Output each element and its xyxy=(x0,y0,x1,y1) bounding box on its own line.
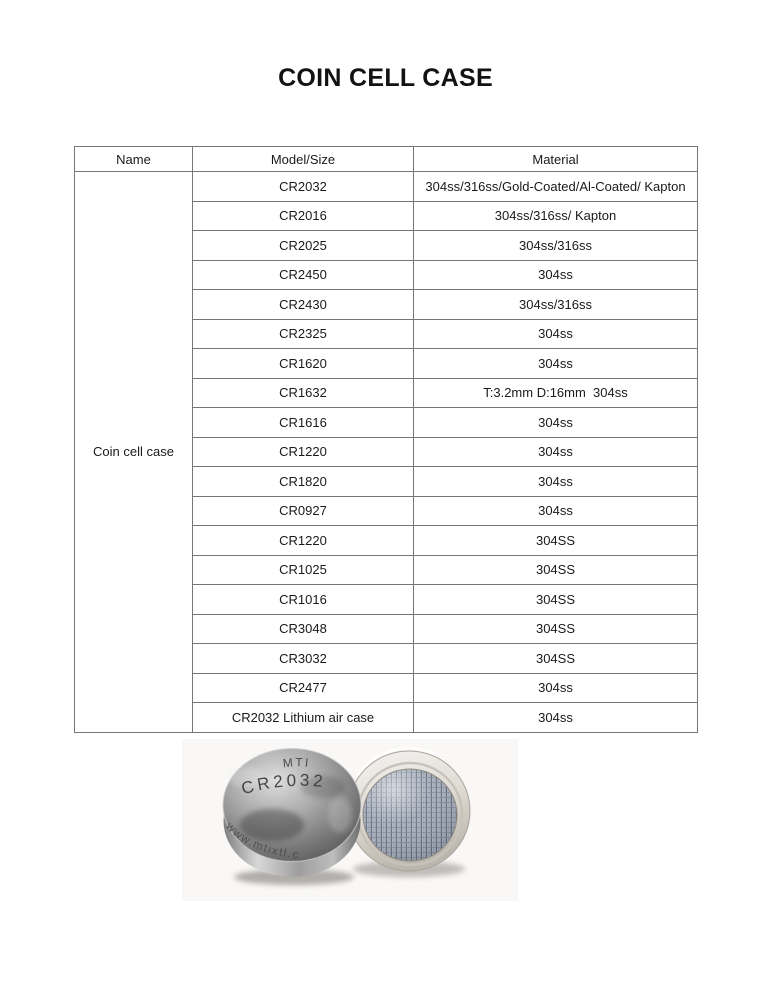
model-cell: CR2016 xyxy=(193,201,414,231)
table-body xyxy=(75,172,698,733)
engraving-url: www.mtixtl.c xyxy=(223,820,301,862)
header-model-size: Model/Size xyxy=(193,147,414,172)
material-cell: 304ss/316ss xyxy=(414,231,698,261)
material-cell: 304ss xyxy=(414,496,698,526)
model-cell: CR1220 xyxy=(193,526,414,556)
table-row xyxy=(75,172,698,202)
model-cell: CR2430 xyxy=(193,290,414,320)
page-title: COIN CELL CASE xyxy=(278,64,493,92)
coin-cell-case-table xyxy=(74,146,698,733)
material-cell: 304ss xyxy=(414,349,698,379)
material-cell: 304ss xyxy=(414,467,698,497)
material-cell: T:3.2mm D:16mm 304ss xyxy=(414,378,698,408)
material-cell: 304ss/316ss xyxy=(414,290,698,320)
material-cell: 304ss/316ss/Gold-Coated/Al-Coated/ Kapton xyxy=(414,172,698,202)
model-cell: CR1820 xyxy=(193,467,414,497)
coin-cell-photo xyxy=(180,735,520,905)
material-cell: 304SS xyxy=(414,585,698,615)
material-cell: 304SS xyxy=(414,644,698,674)
model-cell: CR1632 xyxy=(193,378,414,408)
table-header-row xyxy=(75,147,698,172)
model-cell: CR3048 xyxy=(193,614,414,644)
material-cell: 304ss xyxy=(414,673,698,703)
model-cell: CR2477 xyxy=(193,673,414,703)
material-cell: 304ss/316ss/ Kapton xyxy=(414,201,698,231)
model-cell: CR1016 xyxy=(193,585,414,615)
model-cell: CR0927 xyxy=(193,496,414,526)
model-cell: CR2450 xyxy=(193,260,414,290)
material-cell: 304SS xyxy=(414,555,698,585)
material-cell: 304SS xyxy=(414,614,698,644)
material-cell: 304ss xyxy=(414,703,698,733)
material-cell: 304ss xyxy=(414,437,698,467)
material-cell: 304ss xyxy=(414,319,698,349)
cr2032-coin xyxy=(222,749,361,878)
model-cell: CR1620 xyxy=(193,349,414,379)
model-cell: CR2025 xyxy=(193,231,414,261)
name-cell: Coin cell case xyxy=(75,172,193,733)
header-name: Name xyxy=(75,147,193,172)
model-cell: CR1220 xyxy=(193,437,414,467)
model-cell: CR2032 xyxy=(193,172,414,202)
material-cell: 304ss xyxy=(414,260,698,290)
model-cell: CR1616 xyxy=(193,408,414,438)
model-cell: CR2325 xyxy=(193,319,414,349)
material-cell: 304SS xyxy=(414,526,698,556)
svg-text:MTI xyxy=(282,755,311,770)
model-cell: CR3032 xyxy=(193,644,414,674)
engraving-model: CR2032 xyxy=(239,770,328,799)
engraving-brand: MTI xyxy=(282,755,311,771)
model-cell: CR1025 xyxy=(193,555,414,585)
material-cell: 304ss xyxy=(414,408,698,438)
model-cell: CR2032 Lithium air case xyxy=(193,703,414,733)
header-material: Material xyxy=(414,147,698,172)
